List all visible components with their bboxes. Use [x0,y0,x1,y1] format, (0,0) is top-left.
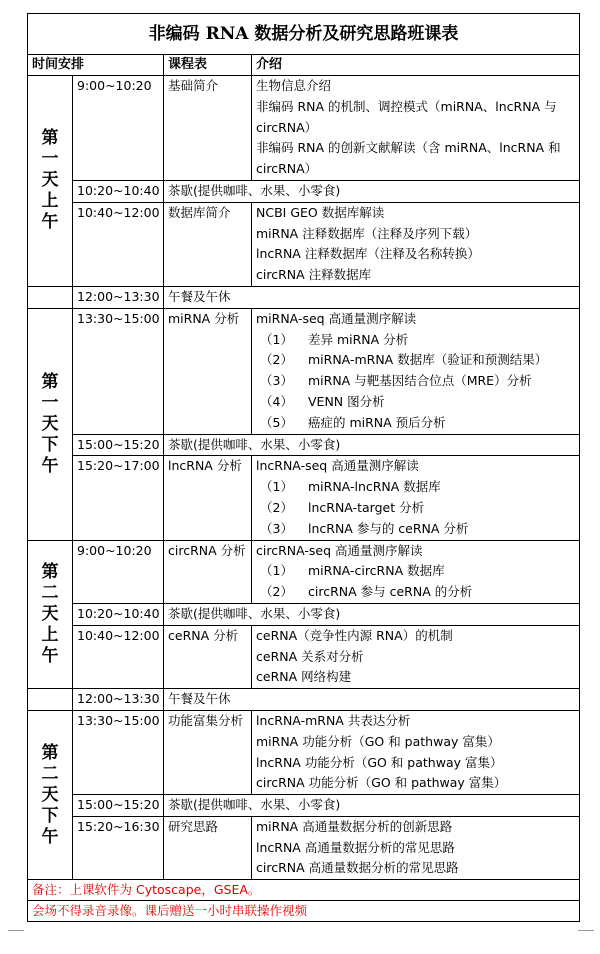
header-row [28,55,580,76]
header-course: 课程表 [164,55,252,76]
time-cell: 9:00~10:20 [73,76,164,181]
course-cell: circRNA 分析 [164,540,252,603]
table-row [28,710,580,794]
list-item: （2） miRNA-mRNA 数据库（验证和预测结果） [260,352,548,368]
break-cell: 茶歇(提供咖啡、水果、小零食) [164,795,580,817]
day-label-d2am: 第 二 天 上 午 [28,540,73,689]
intro-cell: ceRNA（竞争性内源 RNA）的机制 ceRNA 关系对分析 ceRNA 网络构建 [252,625,580,688]
table-row [28,180,580,202]
schedule-table [27,13,580,922]
table-row [28,795,580,817]
course-cell: 研究思路 [164,816,252,879]
table-row [28,76,580,181]
course-cell: miRNA 分析 [164,308,252,434]
table-row [28,603,580,625]
table-row [28,456,580,540]
table-row [28,308,580,434]
time-cell: 10:20~10:40 [73,603,164,625]
course-cell: 数据库简介 [164,202,252,286]
time-cell: 15:00~15:20 [73,434,164,456]
day-label-d1pm: 第 一 天 下 午 [28,308,73,540]
day-label-d1am: 第 一 天 上 午 [28,76,73,287]
list-item: （5） 癌症的 miRNA 预后分析 [260,414,446,430]
course-cell: 功能富集分析 [164,710,252,794]
time-cell: 9:00~10:20 [73,540,164,603]
intro-cell: lncRNA-seq 高通量测序解读 （1） miRNA-lncRNA 数据库 （2） lncRNA-target 分析 （3） lncRNA 参与的 ceRNA 分析 [252,456,580,540]
list-item: （3） lncRNA 参与的 ceRNA 分析 [260,520,469,536]
header-intro: 介绍 [252,55,580,76]
list-item: （2） circRNA 参与 ceRNA 的分析 [260,584,473,600]
time-cell: 15:20~17:00 [73,456,164,540]
lunch-cell: 午餐及午休 [164,286,580,308]
time-cell: 10:40~12:00 [73,625,164,688]
intro-cell: 生物信息介绍 非编码 RNA 的机制、调控模式（miRNA、lncRNA 与 circRNA） 非编码 RNA 的创新文献解读（含 miRNA、lncRNA 和 circRNA） [252,76,580,181]
time-cell: 13:30~15:00 [73,710,164,794]
course-cell: ceRNA 分析 [164,625,252,688]
schedule-document [27,13,579,922]
table-row [28,286,580,308]
intro-cell: NCBI GEO 数据库解读 miRNA 注释数据库（注释及序列下载） lncRNA 注释数据库（注释及名称转换） circRNA 注释数据库 [252,202,580,286]
time-cell: 12:00~13:30 [73,689,164,711]
table-row [28,689,580,711]
intro-cell: miRNA 高通量数据分析的创新思路 lncRNA 高通量数据分析的常见思路 circRNA 高通量数据分析的常见思路 [252,816,580,879]
break-cell: 茶歇(提供咖啡、水果、小零食) [164,603,580,625]
time-cell: 13:30~15:00 [73,308,164,434]
intro-cell: miRNA-seq 高通量测序解读 （1） 差异 miRNA 分析 （2） miRNA-mRNA 数据库（验证和预测结果） （3） miRNA 与靶基因结合位点（MRE）分析 （4） VENN 图分析 （5） 癌症的 miRNA 预后分析 [252,308,580,434]
intro-cell: circRNA-seq 高通量测序解读 （1） miRNA-circRNA 数据库 （2） circRNA 参与 ceRNA 的分析 [252,540,580,603]
blank-cell [28,689,73,711]
course-cell: lncRNA 分析 [164,456,252,540]
break-cell: 茶歇(提供咖啡、水果、小零食) [164,434,580,456]
list-item: （3） miRNA 与靶基因结合位点（MRE）分析 [260,373,532,389]
table-row [28,625,580,688]
list-item: （4） VENN 图分析 [260,393,385,409]
time-cell: 15:00~15:20 [73,795,164,817]
time-cell: 10:40~12:00 [73,202,164,286]
lunch-cell: 午餐及午休 [164,689,580,711]
table-row [28,816,580,879]
course-cell: 基础简介 [164,76,252,181]
note-recording: 会场不得录音录像。课后赠送一小时串联操作视频 [28,901,580,922]
break-cell: 茶歇(提供咖啡、水果、小零食) [164,180,580,202]
list-item: （1） miRNA-lncRNA 数据库 [260,479,441,495]
list-item: （1） 差异 miRNA 分析 [260,331,409,347]
table-row [28,540,580,603]
list-item: （2） lncRNA-target 分析 [260,499,425,515]
blank-cell [28,286,73,308]
time-cell: 12:00~13:30 [73,286,164,308]
time-cell: 15:20~16:30 [73,816,164,879]
header-time: 时间安排 [28,55,164,76]
note-software: 备注：上课软件为 Cytoscape，GSEA。 [28,880,580,901]
table-row [28,202,580,286]
day-label-d2pm: 第 二 天 下 午 [28,710,73,879]
document-title: 非编码 RNA 数据分析及研究思路班课表 [28,14,580,55]
time-cell: 10:20~10:40 [73,180,164,202]
table-row [28,434,580,456]
list-item: （1） miRNA-circRNA 数据库 [260,563,445,579]
intro-cell: lncRNA-mRNA 共表达分析 miRNA 功能分析（GO 和 pathway 富集） lncRNA 功能分析（GO 和 pathway 富集） circRNA 功能分析（GO 和 pathway 富集） [252,710,580,794]
